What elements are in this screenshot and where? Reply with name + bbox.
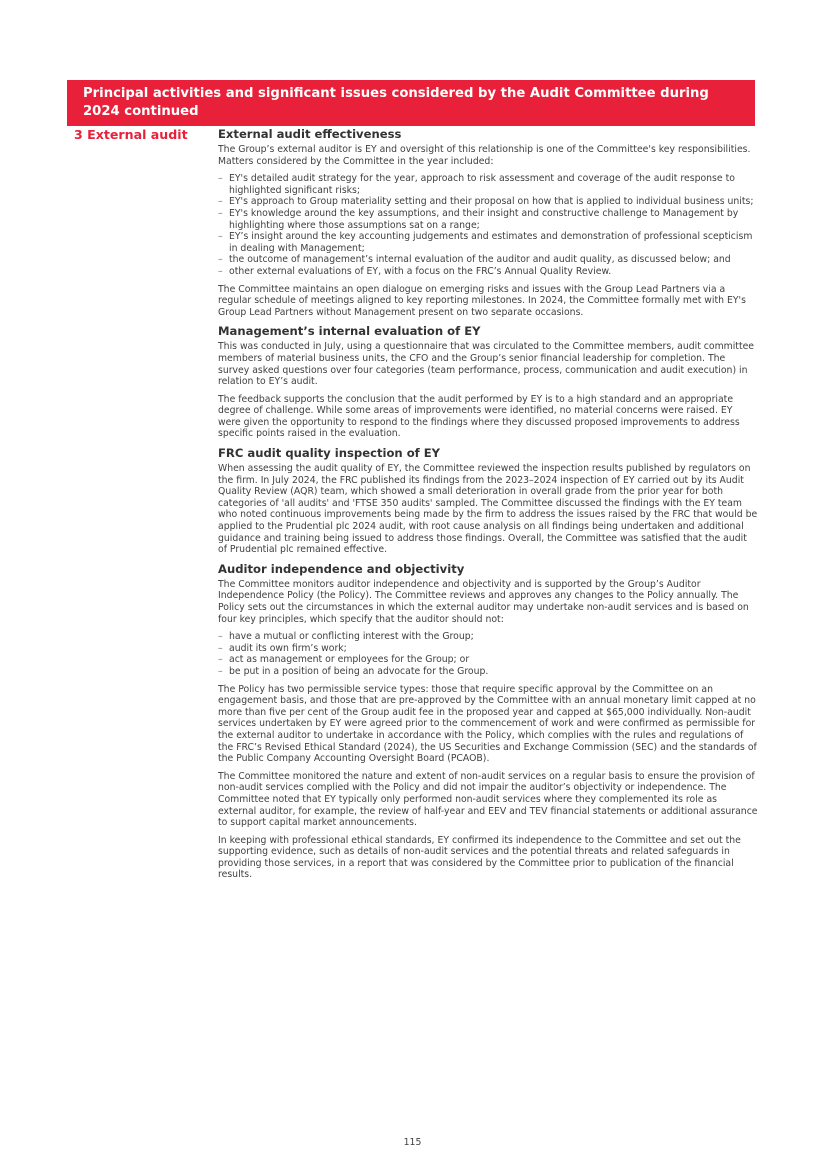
paragraph: This was conducted in July, using a questionnaire that was circulated to the Committee members, audit committee members of material business units, the CFO and the Group’s senior financial leadership for completion. The survey asked questions over four categories (team performance, process, communication and audit execution) in relation to EY’s audit.	[218, 341, 755, 388]
main-content	[218, 127, 758, 887]
list-item: – EY's approach to Group materiality setting and their proposal on how that is applied to individual business units;	[218, 196, 758, 208]
paragraph: The Group’s external auditor is EY and oversight of this relationship is one of the Committee's key responsibilities. Matters considered by the Committee in the year included:	[218, 144, 751, 167]
list-item: – act as management or employees for the Group; or	[218, 654, 758, 666]
paragraph: The Committee monitors auditor independence and objectivity and is supported by the Group’s Auditor Independence Policy (the Policy). The Committee reviews and approves any changes to the Policy annually. The Policy sets out the circumstances in which the external auditor may undertake non-audit services and is based on four key principles, which specify that the auditor should not:	[218, 578, 749, 625]
list-item: – have a mutual or conflicting interest with the Group;	[218, 631, 758, 643]
list-item: – the outcome of management’s internal evaluation of the auditor and audit quality, as discussed below; and	[218, 254, 758, 266]
heading-frc-inspection: FRC audit quality inspection of EY	[218, 446, 441, 461]
list-item: – EY’s insight around the key accounting judgements and estimates and demonstration of professional scepticism in dealing with Management;	[218, 231, 758, 254]
list-item: – audit its own firm’s work;	[218, 643, 758, 655]
list-item: – EY's knowledge around the key assumptions, and their insight and constructive challenge to Management by highlighting where those assumptions sat on a range;	[218, 208, 758, 231]
paragraph: In keeping with professional ethical standards, EY confirmed its independence to the Committee and set out the supporting evidence, such as details of non-audit services and the potential threats and related safeguards in providing those services, in a report that was considered by the Committee prior to publication of the financial results.	[218, 834, 741, 881]
paragraph: The feedback supports the conclusion that the audit performed by EY is to a high standard and an appropriate degree of challenge. While some areas of improvements were identified, no material concerns were raised. EY were given the opportunity to respond to the findings where they discussed proposed improvements to address specific points raised in the evaluation.	[218, 393, 740, 440]
page-number: 115	[403, 1137, 422, 1148]
section-banner	[67, 80, 755, 126]
paragraph: The Policy has two permissible service types: those that require specific approval by the Committee on an engagement basis, and those that are pre-approved by the Committee with an annual monetary limit capped at no more than five per cent of the Group audit fee in the proposed year and capped at $65,000 individually. Non-audit services undertaken by EY were agreed prior to the commencement of work and were confirmed as permissible for the external auditor to undertake in accordance with the Policy, which complies with the rules and regulations of the FRC’s Revised Ethical Standard (2024), the US Securities and Exchange Commission (SEC) and the standards of the Public Company Accounting Oversight Board (PCAOB).	[218, 683, 757, 765]
banner-title: Principal activities and significant issues considered by the Audit Committee during 2024 continued	[83, 86, 709, 119]
section-label: 3 External audit	[74, 127, 188, 142]
bullet-list	[218, 173, 758, 277]
list-item: – EY's detailed audit strategy for the year, approach to risk assessment and coverage of the audit response to highlighted significant risks;	[218, 173, 758, 196]
paragraph: The Committee maintains an open dialogue on emerging risks and issues with the Group Lead Partners via a regular schedule of meetings aligned to key reporting milestones. In 2024, the Committee formally met with EY's Group Lead Partners without Management present on two separate occasions.	[218, 283, 746, 318]
list-item: – other external evaluations of EY, with a focus on the FRC’s Annual Quality Review.	[218, 266, 758, 278]
bullet-list	[218, 631, 758, 677]
paragraph: When assessing the audit quality of EY, the Committee reviewed the inspection results published by regulators on the firm. In July 2024, the FRC published its findings from the 2023–2024 inspection of EY carried out by its Audit Quality Review (AQR) team, which showed a small deterioration in overall grade from the prior year for both categories of 'all audits' and 'FTSE 350 audits' sampled. The Committee discussed the findings with the EY team who noted continuous improvements being made by the firm to address the issues raised by the FRC that would be applied to the Prudential plc 2024 audit, with root cause analysis on all findings being undertaken and additional guidance and training being issued to address those findings. Overall, the Committee was satisfied that the audit of Prudential plc remained effective.	[218, 463, 758, 556]
heading-external-audit-effectiveness: External audit effectiveness	[218, 127, 402, 141]
list-item: – be put in a position of being an advocate for the Group.	[218, 666, 758, 678]
heading-auditor-independence: Auditor independence and objectivity	[218, 561, 465, 576]
heading-internal-evaluation: Management’s internal evaluation of EY	[218, 324, 481, 339]
paragraph: The Committee monitored the nature and extent of non-audit services on a regular basis to ensure the provision of non-audit services complied with the Policy and did not impair the auditor’s objectivity or independence. The Committee noted that EY typically only performed non-audit services where they complemented its role as external auditor, for example, the review of half-year and EEV and TEV financial statements or additional assurance to support capital market announcements.	[218, 770, 758, 829]
